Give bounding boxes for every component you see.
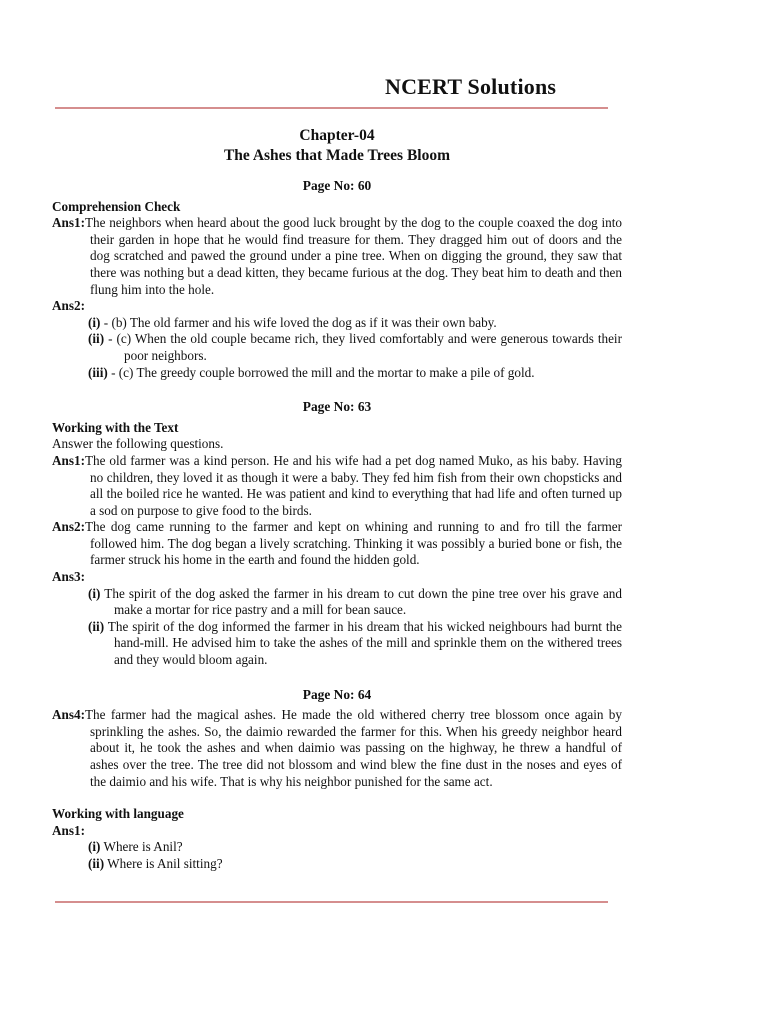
sub-answer-number: (i) [88,839,101,855]
section-heading-working-text: Working with the Text [52,419,179,435]
answer-label: Ans1: [52,822,85,838]
answer-block [52,707,622,790]
sub-answer [88,839,622,856]
sub-answer [88,619,622,669]
answer-block [52,453,622,519]
sub-answer-text: - (c) The greedy couple borrowed the mill and the mortar to make a pile of gold. [107,364,535,380]
footer-divider [55,901,608,903]
sub-answer [88,586,622,619]
sub-answer-text: Where is Anil sitting? [104,855,223,871]
page-number-63: Page No: 63 [302,399,372,415]
sub-answer-number: (ii) [88,618,105,634]
sub-answer-number: (ii) [88,855,105,871]
sub-answer-text: - (b) The old farmer and his wife loved the dog as if it was their own baby. [100,314,497,330]
sub-answer-text: The spirit of the dog informed the farmer in his dream that his wicked neighbours had burnt the hand-mill. He advised him to take the ashes of the mill and sprinkle them on the withered trees and they would bloom again. [104,618,622,668]
sub-answer [88,856,622,873]
answer-block [52,215,622,298]
answer-label: Ans2: [52,519,85,535]
chapter-title: The Ashes that Made Trees Bloom [223,147,451,164]
answer-text: The dog came running to the farmer and kept on whining and running to and fro till the farmer followed him. The dog began a lively scratching. Thinking it was possibly a buried bone or fish, the farmer struck his home in the earth and found the hidden gold. [84,519,622,568]
sub-answer-number: (iii) [88,364,108,380]
header-divider [55,107,608,109]
sub-answer-number: (i) [88,314,101,330]
answer-block [52,519,622,569]
sub-answer-text: The spirit of the dog asked the farmer in his dream to cut down the pine tree over his grave and make a mortar for rice pastry and a mill for bean sauce. [100,585,622,618]
section-heading-working-language: Working with language [52,806,184,822]
answer-label: Ans4: [52,707,85,723]
sub-answer [88,331,622,364]
sub-answer-number: (ii) [88,331,105,347]
answer-label: Ans3: [52,569,85,585]
answer-text: The farmer had the magical ashes. He made the old withered cherry tree blossom once again by sprinkling the ashes. So, the daimio rewarded the farmer for this. When his greedy neighbor heard about it, he took the ashes and when daimio was passing on the highway, he threw a handful of ashes over the tree. The tree did not blossom and wind blew the fine dust in the noses and eyes of the daimio and his wife. That is why his neighbor punished for the same act. [84,707,622,789]
answer-text: The neighbors when heard about the good luck brought by the dog to the couple coaxed the dog into their garden in hope that he would find treasure for them. They dragged him out of doors and the dog scratched and pawed the ground under a pine tree. When on digging the ground, they saw that there was nothing but a dead kitten, they became furious at the dog. They beat him to death and then flung him into the hole. [84,215,622,297]
answer-label: Ans2: [52,298,85,314]
answer-text: The old farmer was a kind person. He and his wife had a pet dog named Muko, as his baby. Having no children, they loved it as though it were a baby. They fed him fish from their own chopsticks and all the boiled rice he wanted. He was patient and kind to everything that had life and often turned up a sod on purpose to give food to the birds. [84,452,622,518]
answer-label: Ans1: [52,215,85,231]
sub-answer-text: Where is Anil? [100,839,183,855]
sub-answer [88,315,622,332]
page-number-60: Page No: 60 [302,178,372,193]
sub-answer-number: (i) [88,585,101,601]
section-heading-comprehension: Comprehension Check [52,198,181,214]
sub-answer [88,365,622,382]
header-title: NCERT Solutions [385,74,557,99]
answer-label: Ans1: [52,452,85,468]
sub-answer-text: - (c) When the old couple became rich, they lived comfortably and were generous towards their poor neighbors. [104,331,622,363]
spacer [52,790,622,806]
document-content [52,126,622,873]
page-number-64: Page No: 64 [302,686,372,702]
chapter-number: Chapter-04 [299,127,375,144]
instruction-text: Answer the following questions. [52,436,224,452]
